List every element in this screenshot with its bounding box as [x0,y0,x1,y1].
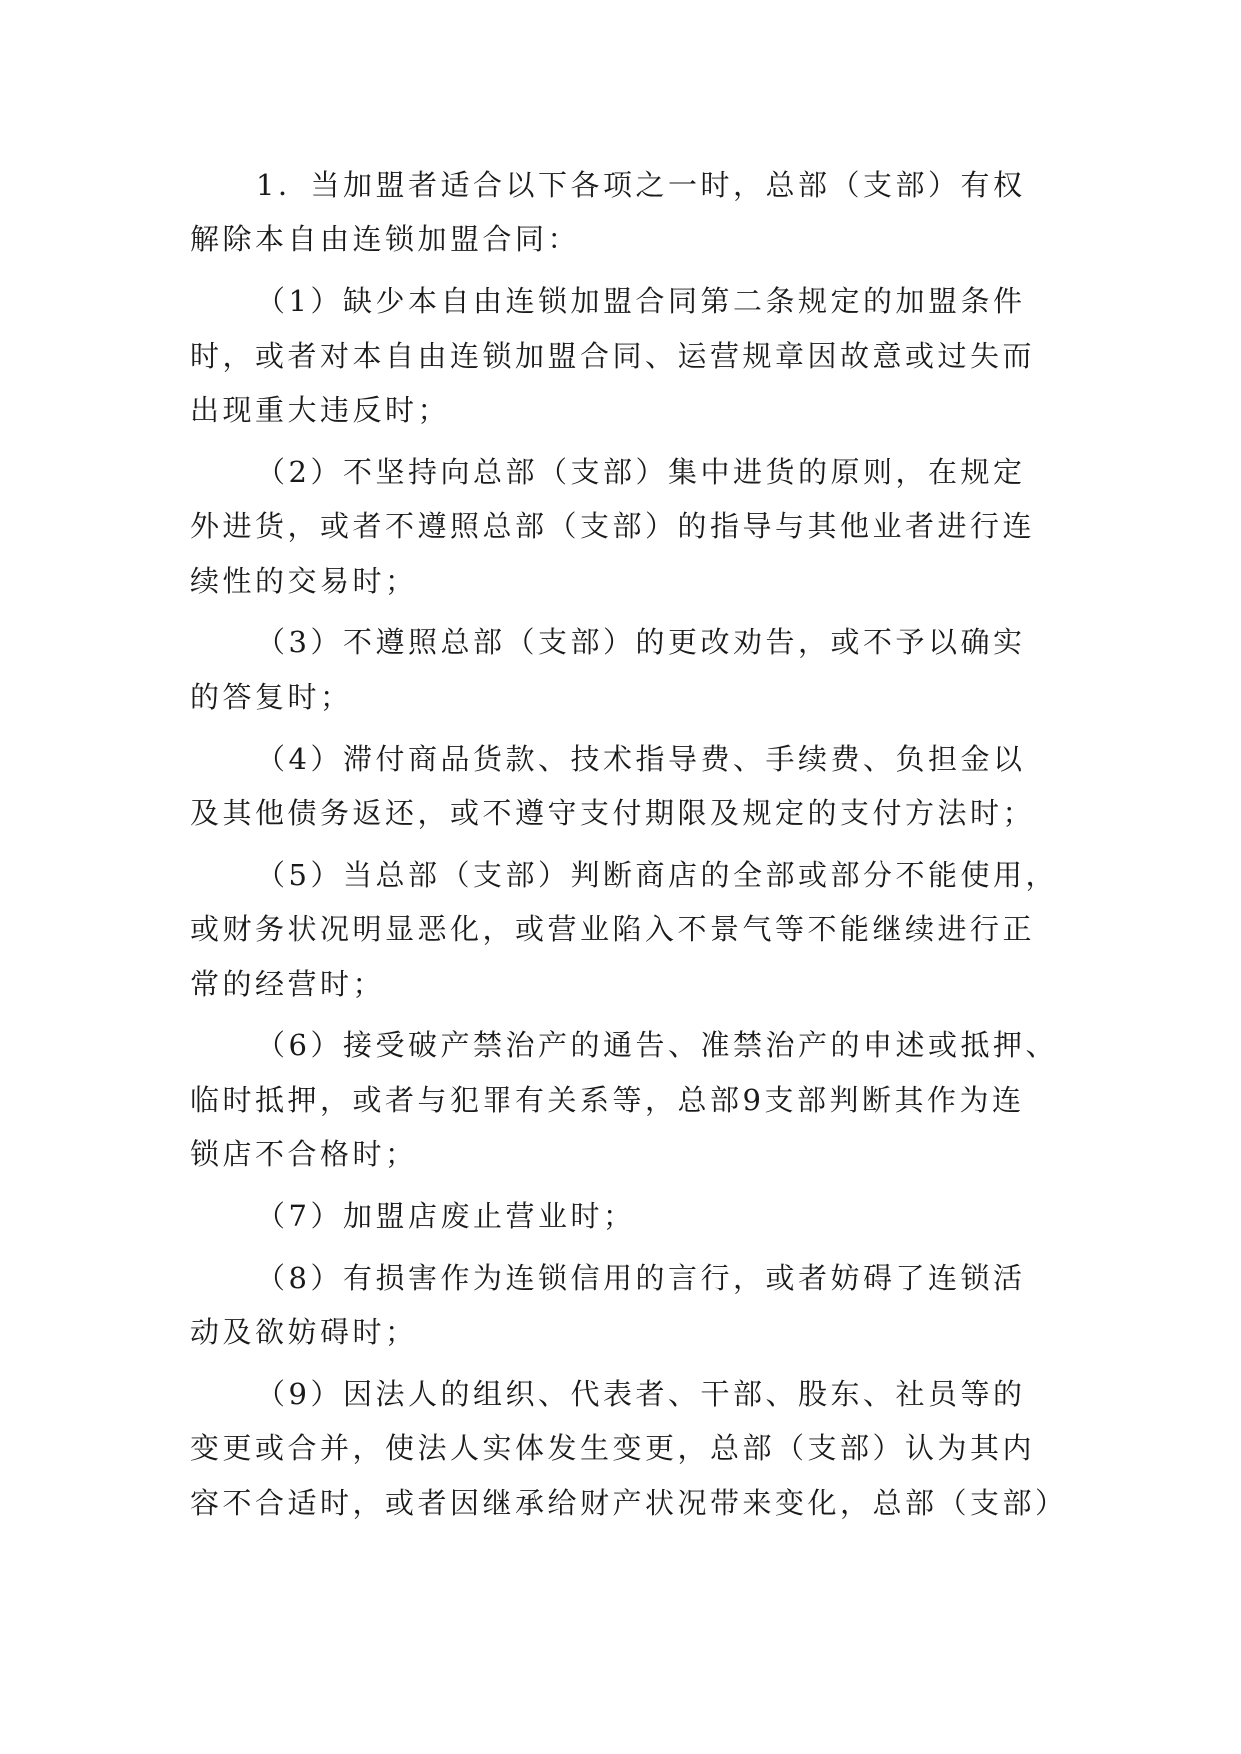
text-line: （6）接受破产禁治产的通告、准禁治产的申述或抵押、 [256,1028,1058,1063]
text-line: 或财务状况明显恶化，或营业陷入不景气等不能继续进行正 [190,912,1036,947]
paragraph-item-2 [190,445,1052,608]
text-line: 临时抵押，或者与犯罪有关系等，总部9支部判断其作为连 [190,1082,1025,1117]
text-line: 锁店不合格时； [190,1137,418,1172]
paragraph-item-1 [190,274,1052,437]
paragraph-item-6 [190,1018,1058,1181]
text-line: （1）缺少本自由连锁加盟合同第二条规定的加盟条件 [256,284,1026,319]
paragraph-item-8 [190,1251,1052,1360]
text-line: 续性的交易时； [190,563,418,598]
text-line: 及其他债务返还，或不遵守支付期限及规定的支付方法时； [190,796,1036,831]
document-body [190,158,1068,1538]
text-line: （9）因法人的组织、代表者、干部、股东、社员等的 [256,1377,1026,1412]
text-line: （7）加盟店废止营业时； [256,1199,636,1234]
text-line: 常的经营时； [190,966,386,1001]
text-line: （3）不遵照总部（支部）的更改劝告，或不予以确实 [256,625,1026,660]
text-line: 时，或者对本自由连锁加盟合同、运营规章因故意或过失而 [190,338,1036,373]
text-line: 外进货，或者不遵照总部（支部）的指导与其他业者进行连 [190,509,1036,544]
text-line: 出现重大违反时； [190,393,451,428]
text-line: （2）不坚持向总部（支部）集中进货的原则，在规定 [256,454,1026,489]
text-line: 动及欲妨碍时； [190,1315,418,1350]
paragraph-item-9 [190,1367,1068,1530]
paragraph-item-4 [190,732,1052,841]
text-line: （5）当总部（支部）判断商店的全部或部分不能使用， [256,857,1058,892]
text-line: 变更或合并，使法人实体发生变更，总部（支部）认为其内 [190,1431,1036,1466]
text-line: （8）有损害作为连锁信用的言行，或者妨碍了连锁活 [256,1260,1026,1295]
text-line: 1．当加盟者适合以下各项之一时，总部（支部）有权 [256,168,1026,202]
paragraph-item-7 [190,1189,1052,1243]
paragraph-1 [190,158,1052,267]
paragraph-item-3 [190,615,1052,724]
text-line: 的答复时； [190,679,353,714]
text-line: 解除本自由连锁加盟合同： [190,222,581,257]
text-line: （4）滞付商品货款、技术指导费、手续费、负担金以 [256,741,1026,776]
paragraph-item-5 [190,848,1058,1011]
text-line: 容不合适时，或者因继承给财产状况带来变化，总部（支部） [190,1485,1068,1520]
